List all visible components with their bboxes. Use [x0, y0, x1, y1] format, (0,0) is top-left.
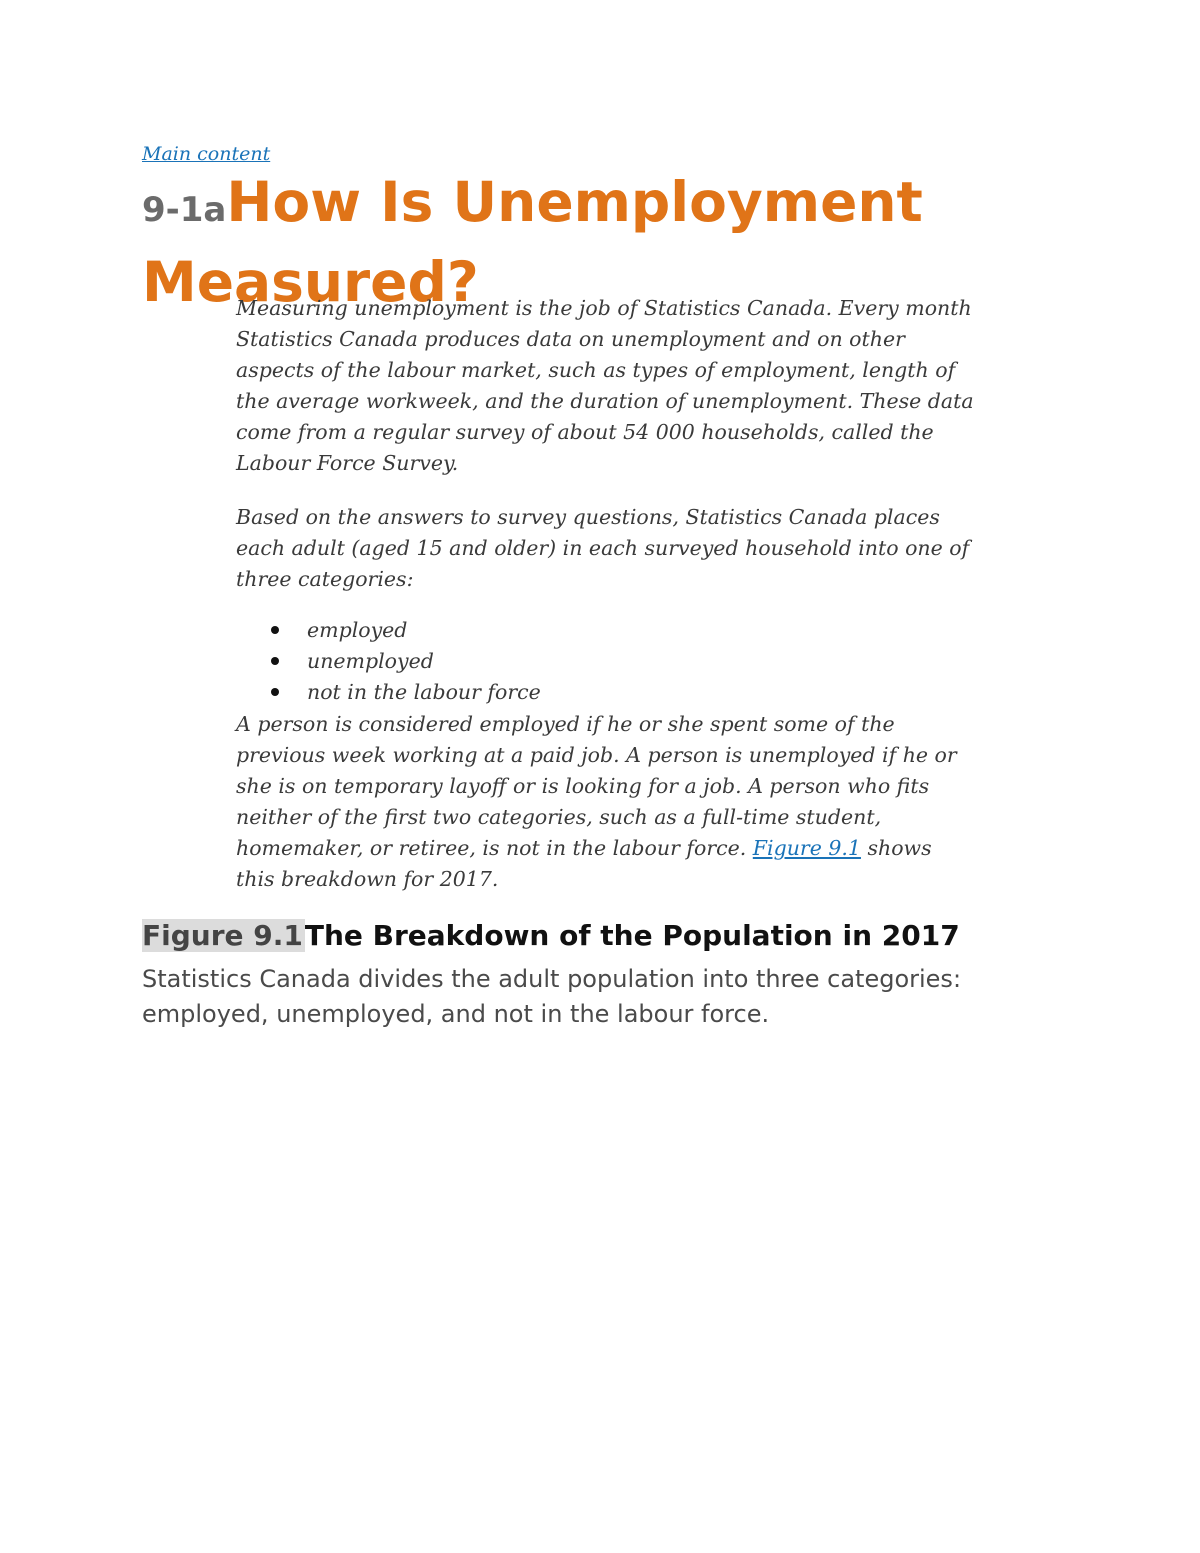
section-title: How Is Unemployment Measured? — [142, 170, 923, 314]
intro-paragraph: Measuring unemployment is the job of Statistics Canada. Every month Statistics Canada produces data on unemployment and on other aspects of the labour market, such as types of employment, length of the average workweek, and the duration of unemployment. These data come from a regular survey of about 54 000 households, called the Labour Force Survey. — [236, 296, 974, 475]
definitions-paragraph — [236, 709, 976, 895]
list-item — [236, 646, 541, 677]
bullet-icon — [271, 688, 279, 696]
categories-intro-paragraph: Based on the answers to survey questions, Statistics Canada places each adult (aged 15 and older) in each surveyed household into one of three categories: — [236, 505, 970, 591]
figure-title-text: The Breakdown of the Population in 2017 — [304, 919, 960, 952]
category-label: unemployed — [307, 649, 434, 673]
figure-title — [142, 916, 960, 956]
category-label: employed — [307, 618, 408, 642]
definitions-text: A person is considered employed if he or she spent some of the previous week working at a paid job. A person is unemployed if he or she is on temporary layoff or is looking for a job. A person who fits neither of the first two categories, such as a full-time student, homemaker, or retiree, is not in the labour force. — [236, 712, 957, 860]
bullet-icon — [271, 626, 279, 634]
definitions-text-end: shows this breakdown for 2017. — [236, 836, 932, 891]
section-number: 9-1a — [142, 190, 227, 230]
figure-label: Figure 9.1 — [142, 919, 303, 952]
category-label: not in the labour force — [307, 680, 541, 704]
list-item — [236, 615, 541, 646]
figure-caption: Statistics Canada divides the adult population into three categories: employed, unemployed, and not in the labour force. — [142, 965, 962, 1028]
list-item — [236, 677, 541, 708]
category-list — [236, 615, 541, 708]
main-content-skip-link[interactable]: Main content — [142, 143, 271, 165]
figure-9-1-link[interactable]: Figure 9.1 — [752, 836, 861, 860]
bullet-icon — [271, 657, 279, 665]
